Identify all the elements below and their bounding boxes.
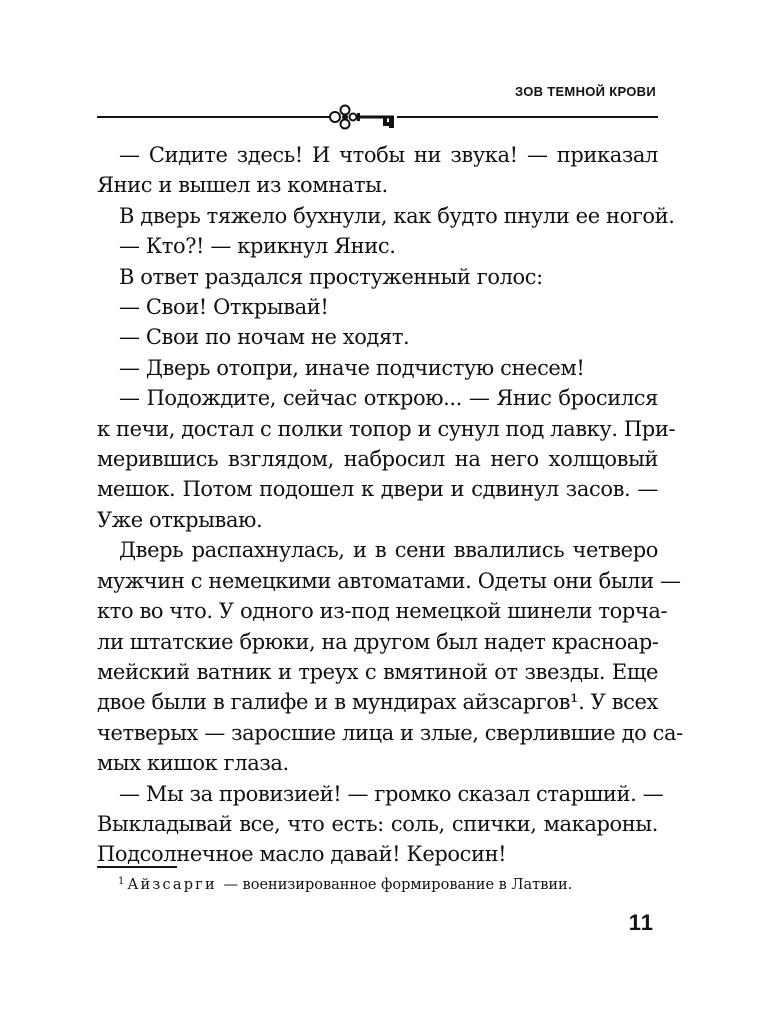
text-line: Подсолнечное масло давай! Керосин! [97, 842, 507, 867]
page-number: 11 [628, 910, 654, 935]
text-line: — Свои по ночам не ходят. [119, 325, 410, 350]
footnote [118, 872, 572, 895]
body-text [97, 140, 683, 870]
text-line: Дверь распахнулась, и в сени ввалились четверо [119, 538, 658, 563]
footnote-rule [97, 866, 177, 868]
text-line: мешок. Потом подошел к двери и сдвинул засов. — [97, 477, 658, 502]
text-line: мых кишок глаза. [97, 751, 289, 776]
text-line: Уже открываю. [97, 507, 263, 532]
text-line: — Сидите здесь! И чтобы ни звука! — приказал [119, 143, 658, 167]
header-rule-left [97, 116, 329, 118]
key-ornament-icon [328, 103, 398, 131]
text-line: Янис и вышел из комнаты. [97, 173, 388, 198]
text-line: мужчин с немецкими автоматами. Одеты они были — [97, 568, 681, 593]
running-title: ЗОВ ТЕМНОЙ КРОВИ [514, 84, 656, 99]
text-line: — Свои! Открывай! [119, 295, 329, 320]
text-line: четверых — заросшие лица и злые, сверлившие до са- [97, 720, 683, 745]
text-line: мерившись взглядом, набросил на него холщовый [97, 447, 658, 472]
header-rule-right [397, 116, 658, 118]
footnote-marker: 1 [118, 876, 125, 887]
text-line: — Дверь отопри, иначе подчистую снесем! [119, 355, 585, 380]
text-line: В дверь тяжело бухнули, как будто пнули ее ногой. [119, 203, 675, 228]
footnote-term: Айзсарги [127, 877, 217, 893]
text-line: ли штатские брюки, на другом был надет красноар- [97, 629, 659, 654]
text-line: В ответ раздался простуженный голос: [119, 264, 543, 289]
text-line: к печи, достал с полки топор и сунул под лавку. При- [97, 416, 676, 441]
footnote-text: — военизированное формирование в Латвии. [223, 877, 573, 893]
text-line: двое были в галифе и в мундирах айзсаргов¹. У всех [97, 690, 658, 715]
text-line: Выкладывай все, что есть: соль, спички, макароны. [97, 811, 658, 836]
text-line: — Мы за провизией! — громко сказал старший. — [119, 781, 664, 806]
text-line: — Кто?! — крикнул Янис. [119, 234, 396, 259]
text-line: — Подождите, сейчас открою... — Янис бросился [119, 386, 658, 411]
text-line: мейский ватник и треух с вмятиной от звезды. Еще [97, 659, 658, 684]
text-line: кто во что. У одного из-под немецкой шинели торча- [97, 599, 668, 624]
